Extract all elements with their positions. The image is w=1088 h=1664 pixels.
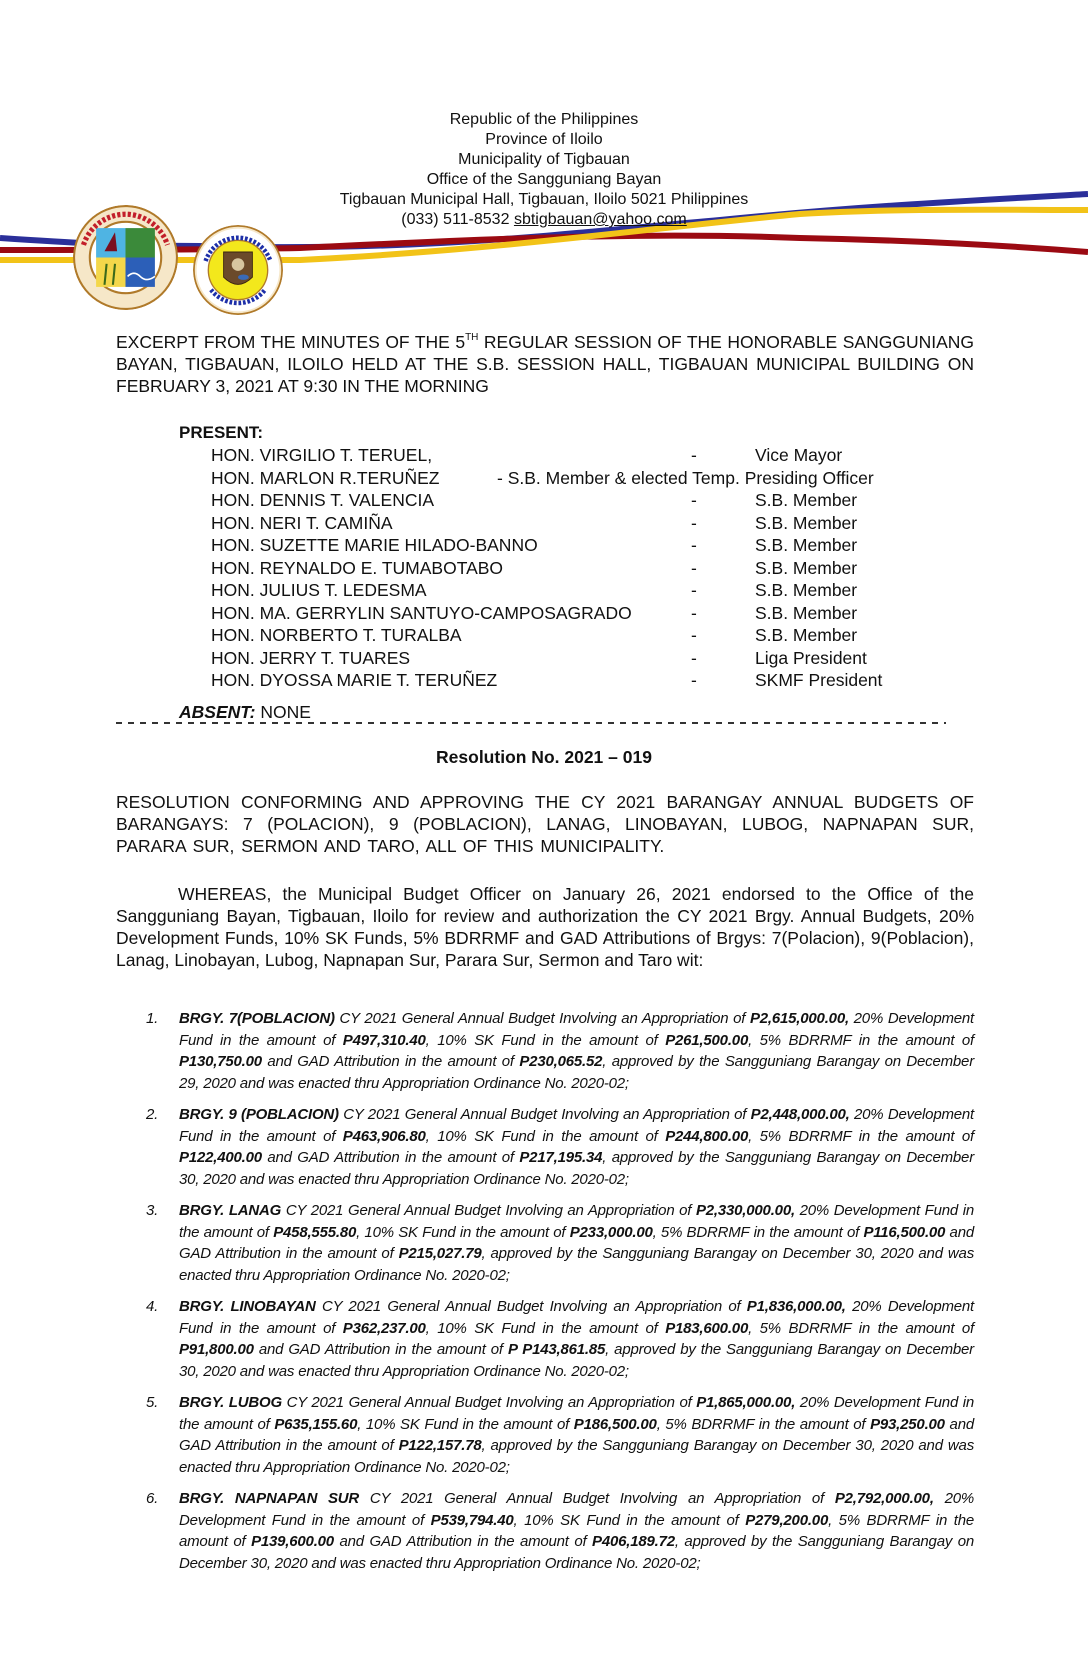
absent-value: NONE (255, 702, 311, 722)
absent-line (179, 702, 311, 723)
budget-list-item: 1. BRGY. 7(POBLACION) CY 2021 General Annual Budget Involving an Appropriation of P2,615,000.00, 20% Development Fund in the amount of P497,310.40, 10% SK Fund in the amount of P261,500.00, 5% BDRRMF in the amount of P130,750.00 and GAD Attribution in the amount of P230,065.52, approved by the Sangguniang Barangay on December 29, 2020 and was enacted thru Appropriation Ordinance No. 2020-02; (146, 1010, 975, 1092)
email-link[interactable]: sbtigbauan@yahoo.com (513, 211, 687, 228)
budget-list-item: 2. BRGY. 9 (POBLACION) CY 2021 General Annual Budget Involving an Appropriation of P2,448,000.00, 20% Development Fund in the amount of P463,906.80, 10% SK Fund in the amount of P244,800.00, 5% BDRRMF in the amount of P122,400.00 and GAD Attribution in the amount of P217,195.34, approved by the Sangguniang Barangay on December 30, 2020 and was enacted thru Appropriation Ordinance No. 2020-02; (146, 1106, 975, 1188)
letterhead-line: Tigbauan Municipal Hall, Tigbauan, Iloilo 5021 Philippines (339, 191, 749, 208)
budget-list-item: 3. BRGY. LANAG CY 2021 General Annual Budget Involving an Appropriation of P2,330,000.00, 20% Development Fund in the amount of P458,555.80, 10% SK Fund in the amount of P233,000.00, 5% BDRRMF in the amount of P116,500.00 and GAD Attribution in the amount of P215,027.79, approved by the Sangguniang Barangay on December 30, 2020 and was enacted thru Appropriation Ordinance No. 2020-02; (146, 1202, 974, 1284)
budget-list-item: 4. BRGY. LINOBAYAN CY 2021 General Annual Budget Involving an Appropriation of P1,836,000.00, 20% Development Fund in the amount of P362,237.00, 10% SK Fund in the amount of P183,600.00, 5% BDRRMF in the amount of P91,800.00 and GAD Attribution in the amount of P P143,861.85, approved by the Sangguniang Barangay on December 30, 2020 and was enacted thru Appropriation Ordinance No. 2020-02; (146, 1298, 975, 1380)
resolution-number: Resolution No. 2021 – 019 (436, 747, 652, 767)
sangguniang-bayan-seal-icon (193, 225, 283, 315)
attendee-row: HON. NERI T. CAMIÑA - S.B. Member (211, 512, 858, 533)
barangay-budget-list (146, 1008, 974, 1584)
municipality-seal-icon (73, 205, 178, 310)
resolution-title: RESOLUTION CONFORMING AND APPROVING THE CY 2021 BARANGAY ANNUAL BUDGETS OF BARANGAYS: 7 (POLACION), 9 (POBLACION), LANAG, LINOBAYAN, LUBOG, NAPNAPAN SUR, PARARA SUR, SERMON AND TARO, ALL OF THIS MUNICIPALITY. (116, 792, 974, 856)
attendee-row: HON. JERRY T. TUARES - Liga President (211, 647, 867, 668)
attendee-row: HON. DYOSSA MARIE T. TERUÑEZ - SKMF President (211, 670, 883, 690)
attendee-row: HON. DENNIS T. VALENCIA - S.B. Member (211, 490, 858, 510)
attendee-row: HON. MARLON R.TERUÑEZ - S.B. Member & elected Temp. Presiding Officer (211, 467, 874, 488)
letterhead-line: Municipality of Tigbauan (458, 151, 630, 168)
attendee-row: HON. REYNALDO E. TUMABOTABO - S.B. Member (211, 557, 858, 578)
budget-list-item: 6. BRGY. NAPNAPAN SUR CY 2021 General Annual Budget Involving an Appropriation of P2,792,000.00, 20% Development Fund in the amount of P539,794.40, 10% SK Fund in the amount of P279,200.00, 5% BDRRMF in the amount of P139,600.00 and GAD Attribution in the amount of P406,189.72, approved by the Sangguniang Barangay on December 30, 2020 and was enacted thru Appropriation Ordinance No. 2020-02; (146, 1490, 975, 1572)
budget-list-item: 5. BRGY. LUBOG CY 2021 General Annual Budget Involving an Appropriation of P1,865,000.00, 20% Development Fund in the amount of P635,155.60, 10% SK Fund in the amount of P186,500.00, 5% BDRRMF in the amount of P93,250.00 and GAD Attribution in the amount of P122,157.78, approved by the Sangguniang Barangay on December 30, 2020 and was enacted thru Appropriation Ordinance No. 2020-02; (146, 1394, 975, 1476)
phone-number: (033) 511-8532 (401, 211, 510, 228)
present-label: PRESENT: (179, 423, 264, 442)
letterhead-line: Province of Iloilo (485, 131, 603, 148)
attendee-row: HON. VIRGILIO T. TERUEL, - Vice Mayor (211, 445, 843, 465)
whereas-clause: WHEREAS, the Municipal Budget Officer on January 26, 2021 endorsed to the Office of the Sangguniang Bayan, Tigbauan, Iloilo for review and authorization the CY 2021 Brgy. Annual Budgets, 20% Development Funds, 10% SK Funds, 5% BDRRMF and GAD Attributions of Brgys: 7(Polacion), 9(Poblacion), Lanag, Linobayan, Lubog, Napnapan Sur, Parara Sur, Sermon and Taro wit: (116, 884, 974, 970)
letterhead (0, 0, 1088, 320)
attendee-row: HON. NORBERTO T. TURALBA - S.B. Member (211, 625, 858, 645)
attendee-list (211, 444, 971, 692)
attendee-row: HON. JULIUS T. LEDESMA - S.B. Member (211, 580, 858, 600)
dashed-separator (116, 722, 946, 724)
minutes-excerpt-heading: EXCERPT FROM THE MINUTES OF THE 5TH REGULAR SESSION OF THE HONORABLE SANGGUNIANG BAYAN, TIGBAUAN, ILOILO HELD AT THE S.B. SESSION HALL, TIGBAUAN MUNICIPAL BUILDING ON FEBRUARY 3, 2021 AT 9:30 IN THE MORNING (116, 332, 974, 396)
attendee-row: HON. SUZETTE MARIE HILADO-BANNO - S.B. Member (211, 535, 858, 555)
absent-label: ABSENT: (179, 702, 256, 722)
letterhead-line: Office of the Sangguniang Bayan (426, 171, 662, 188)
letterhead-address (0, 110, 1088, 230)
attendee-row: HON. MA. GERRYLIN SANTUYO-CAMPOSAGRADO - S.B. Member (211, 602, 858, 623)
letterhead-line: Republic of the Philippines (449, 111, 639, 128)
